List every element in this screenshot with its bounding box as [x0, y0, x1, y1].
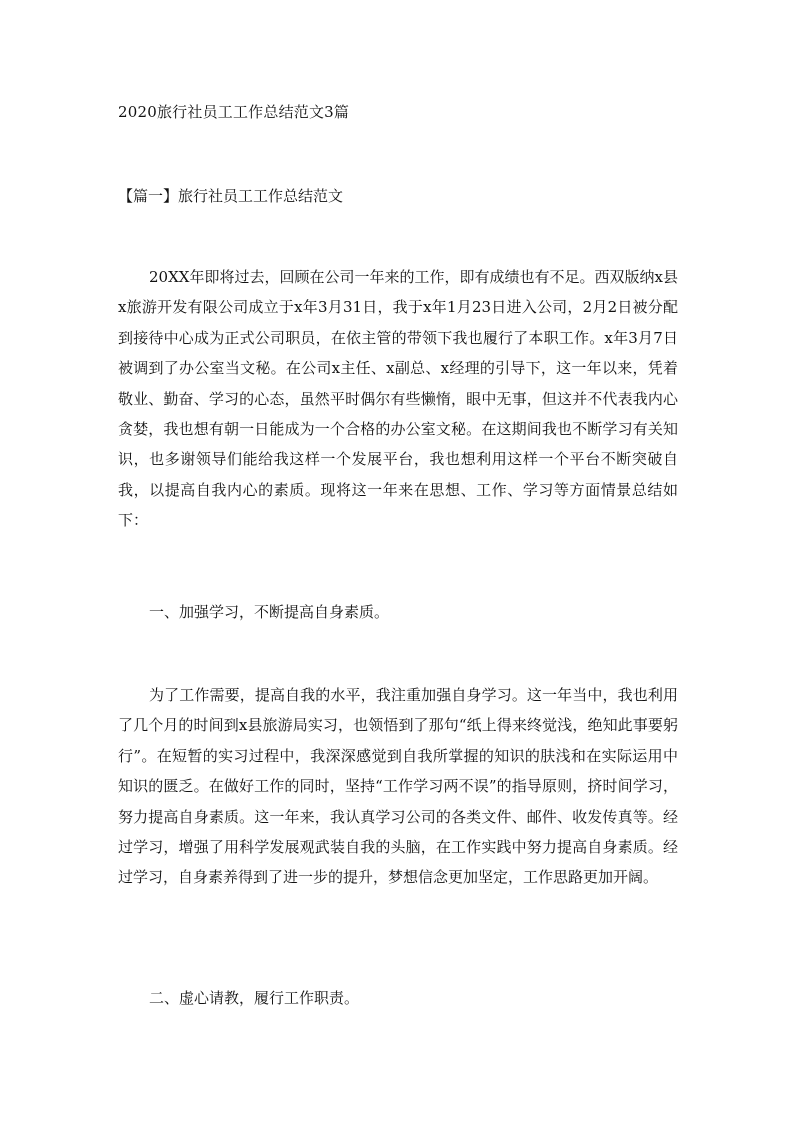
- paragraph-study: 为了工作需要，提高自我的水平，我注重加强自身学习。这一年当中，我也利用了几个月的时间到x县旅游局实习，也领悟到了那句“纸上得来终觉浅，绝知此事要躬行”。在短暂的实习过程中，我深深感觉到自我所掌握的知识的肤浅和在实际运用中知识的匮乏。在做好工作的同时，坚持“工作学习两不误”的指导原则，挤时间学习，努力提高自身素质。这一年来，我认真学习公司的各类文件、邮件、收发传真等。经过学习，增强了用科学发展观武装自我的头脑，在工作实践中努力提高自身素质。经过学习，自身素养得到了进一步的提升，梦想信念更加坚定，工作思路更加开阔。: [118, 686, 678, 887]
- section-heading: 【篇一】旅行社员工工作总结范文: [118, 187, 344, 205]
- document-title: 2020旅行社员工工作总结范文3篇: [118, 103, 350, 121]
- subheading-study: 一、加强学习，不断提高自身素质。: [149, 603, 390, 621]
- paragraph-intro: 20XX年即将过去，回顾在公司一年来的工作，即有成绩也有不足。西双版纳x县x旅游开发有限公司成立于x年3月31日，我于x年1月23日进入公司，2月2日被分配到接待中心成为正式公司职员，在依主管的带领下我也履行了本职工作。x年3月7日被调到了办公室当文秘。在公司x主任、x副总、x经理的引导下，这一年以来，凭着敬业、勤奋、学习的心态，虽然平时偶尔有些懒惰，眼中无事，但这并不代表我内心贪婪，我也想有朝一日能成为一个合格的办公室文秘。在这期间我也不断学习有关知识，也多谢领导们能给我这样一个发展平台，我也想利用这样一个平台不断突破自我，以提高自我内心的素质。现将这一年来在思想、工作、学习等方面情景总结如下：: [118, 268, 678, 530]
- subheading-duties: 二、虚心请教，履行工作职责。: [149, 989, 360, 1007]
